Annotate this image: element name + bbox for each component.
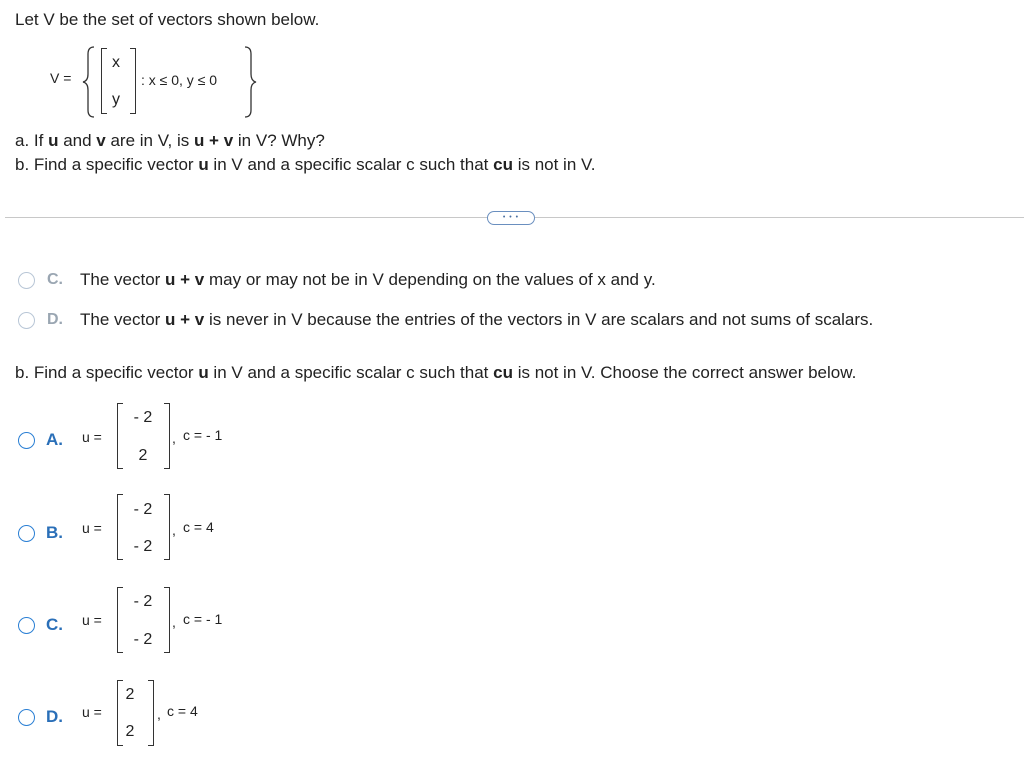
- c-value: c = - 1: [183, 427, 223, 443]
- c-value: c = - 1: [183, 611, 223, 627]
- radio-a-option-d[interactable]: [18, 312, 35, 329]
- matrix-left-bracket: [117, 587, 123, 653]
- right-brace-icon: [243, 46, 257, 118]
- comma: ,: [172, 430, 176, 446]
- matrix-right-bracket: [148, 680, 154, 746]
- set-bottom-entry: y: [112, 91, 120, 108]
- radio-b-option-d[interactable]: [18, 709, 35, 726]
- option-text: The vector u + v may or may not be in V depending on the values of x and y.: [80, 270, 656, 289]
- part-b-prompt: b. Find a specific vector u in V and a specific scalar c such that cu is not in V. Choose the correct answer below.: [15, 363, 857, 382]
- option-letter: D.: [47, 311, 63, 328]
- comma: ,: [172, 522, 176, 538]
- part-a-question: a. If u and v are in V, is u + v in V? Why?: [15, 131, 325, 150]
- comma: ,: [172, 614, 176, 630]
- radio-b-option-c[interactable]: [18, 617, 35, 634]
- u-label: u =: [82, 520, 102, 536]
- option-letter: C.: [47, 271, 63, 288]
- option-text: The vector u + v is never in V because the entries of the vectors in V are scalars and not sums of scalars.: [80, 310, 874, 329]
- u-top-entry: 2: [125, 686, 135, 703]
- u-bottom-entry: 2: [138, 447, 148, 464]
- matrix-left-bracket: [117, 494, 123, 560]
- expand-button[interactable]: • • •: [487, 211, 535, 225]
- set-condition: : x ≤ 0, y ≤ 0: [141, 72, 218, 88]
- u-bottom-entry: - 2: [133, 631, 153, 648]
- set-top-entry: x: [112, 54, 120, 71]
- option-letter: A.: [46, 430, 63, 449]
- matrix-right-bracket: [164, 403, 170, 469]
- matrix-right-bracket: [130, 48, 136, 114]
- u-label: u =: [82, 612, 102, 628]
- u-bottom-entry: 2: [125, 723, 135, 740]
- u-label: u =: [82, 429, 102, 445]
- u-top-entry: - 2: [133, 501, 153, 518]
- matrix-right-bracket: [164, 494, 170, 560]
- comma: ,: [157, 706, 161, 722]
- u-top-entry: - 2: [133, 409, 153, 426]
- radio-b-option-b[interactable]: [18, 525, 35, 542]
- left-brace-icon: [82, 46, 96, 118]
- set-lhs: V =: [50, 70, 72, 86]
- u-bottom-entry: - 2: [133, 538, 153, 555]
- option-letter: C.: [46, 615, 63, 634]
- c-value: c = 4: [167, 703, 198, 719]
- radio-a-option-c[interactable]: [18, 272, 35, 289]
- option-letter: D.: [46, 707, 63, 726]
- u-label: u =: [82, 704, 102, 720]
- radio-b-option-a[interactable]: [18, 432, 35, 449]
- option-letter: B.: [46, 523, 63, 542]
- matrix-left-bracket: [117, 403, 123, 469]
- u-top-entry: - 2: [133, 593, 153, 610]
- part-b-question: b. Find a specific vector u in V and a specific scalar c such that cu is not in V.: [15, 155, 596, 174]
- intro-text: Let V be the set of vectors shown below.: [15, 10, 320, 29]
- matrix-right-bracket: [164, 587, 170, 653]
- c-value: c = 4: [183, 519, 214, 535]
